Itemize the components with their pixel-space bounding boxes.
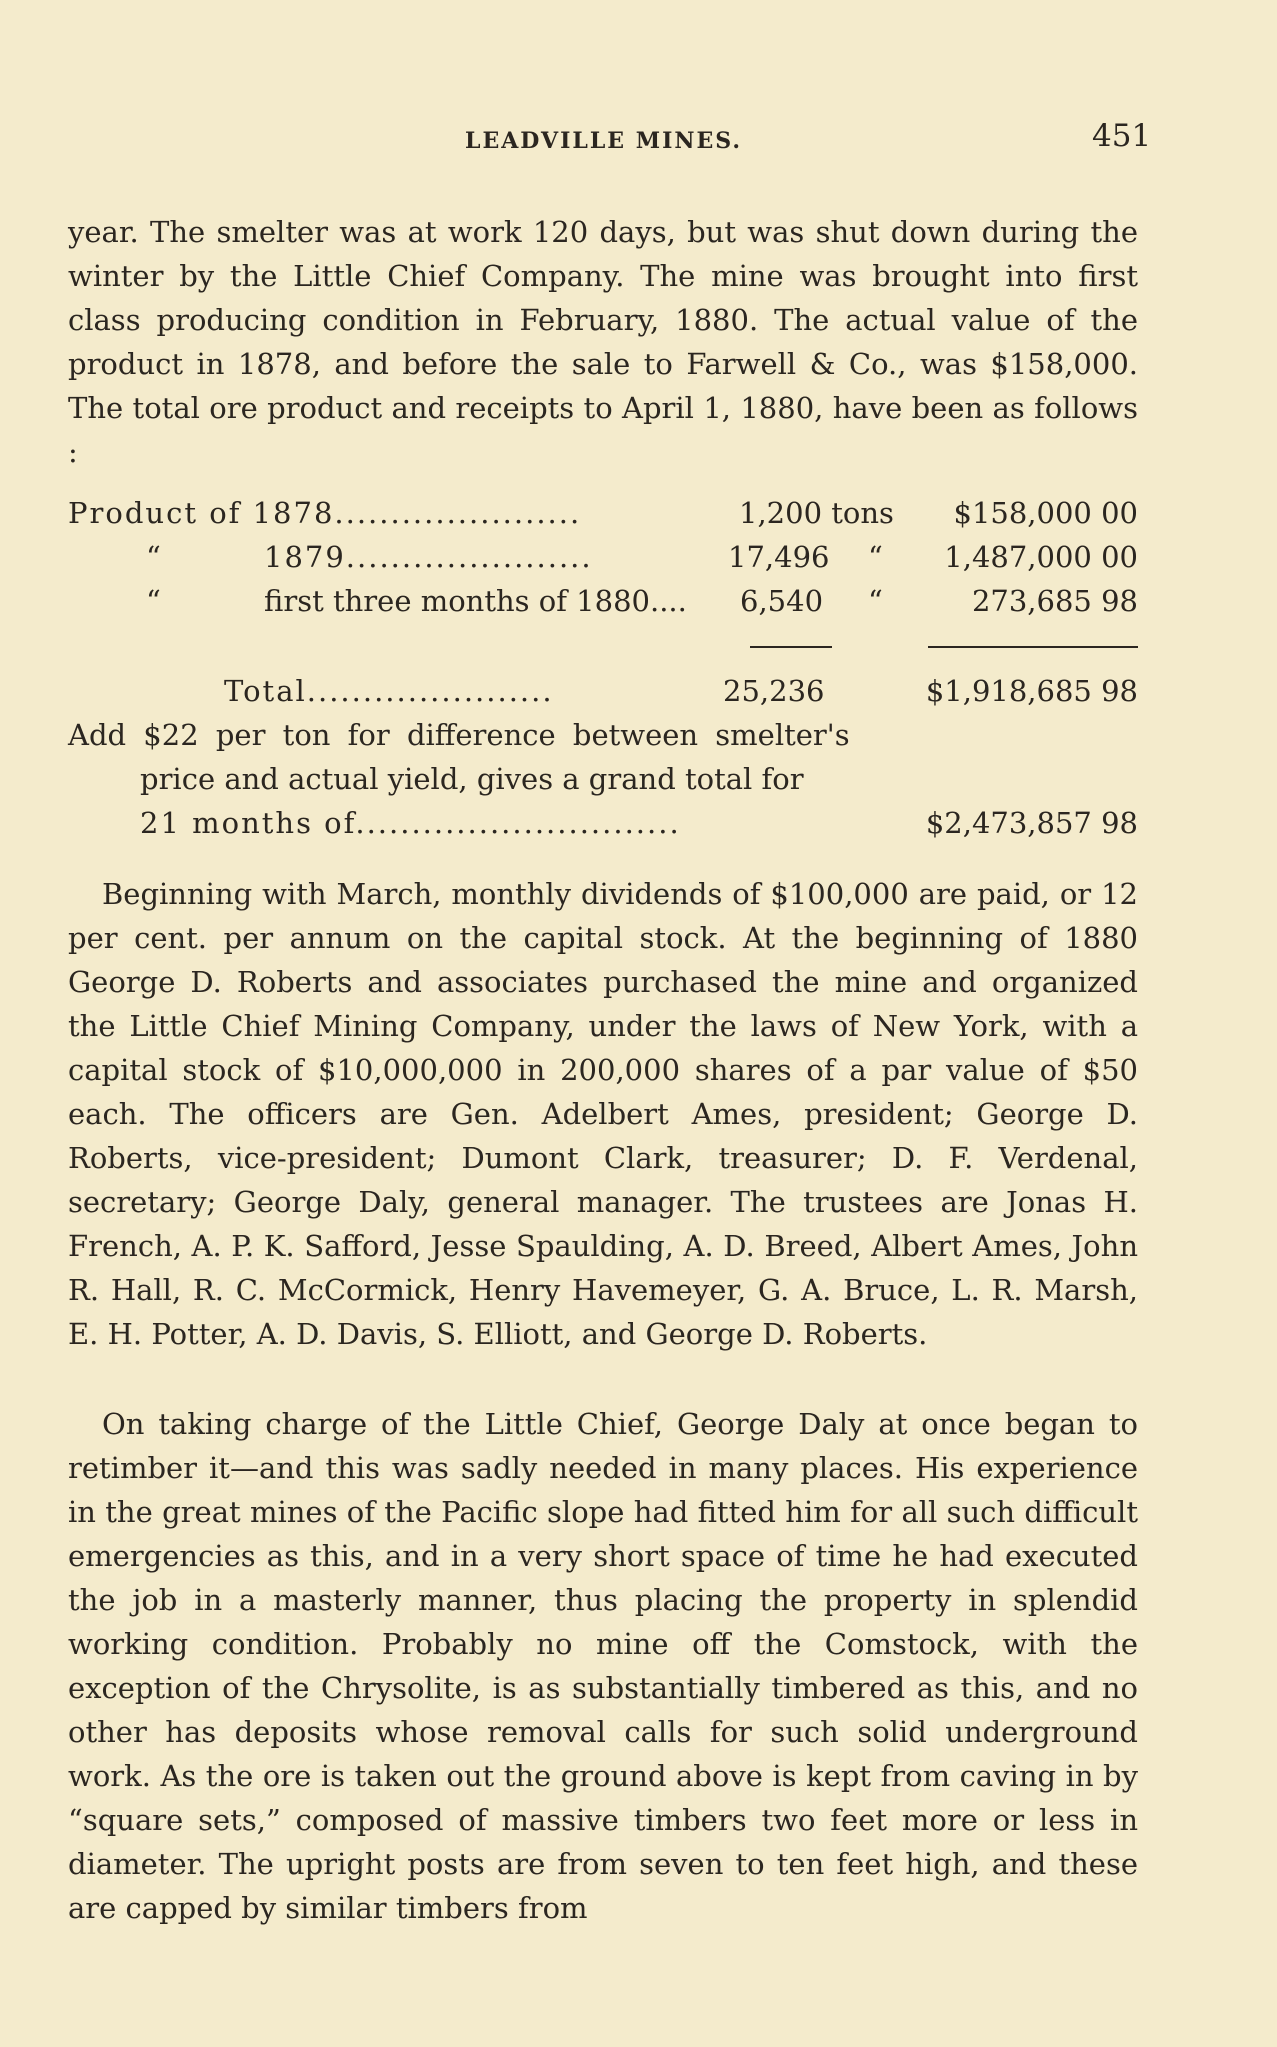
ditto-mark: “ (868, 540, 883, 574)
add-line (68, 762, 1138, 806)
running-title: LEADVILLE MINES. (465, 128, 743, 154)
row-tons: 1,200 tons (739, 496, 894, 530)
add-line (68, 718, 1138, 762)
row-label: 1879...................... (264, 540, 593, 574)
row-value: 1,487,000 00 (944, 540, 1138, 574)
row-tons: 6,540 (740, 584, 824, 618)
add-text-line-3: 21 months of............................. (140, 806, 681, 840)
row-tons: 17,496 (728, 540, 830, 574)
total-row (68, 674, 1138, 718)
table-row (68, 540, 1138, 584)
tons-sum-rule (750, 646, 832, 648)
ditto-mark: “ (868, 584, 883, 618)
grand-total-value: $2,473,857 98 (925, 806, 1138, 840)
paragraph-retimbering: On taking charge of the Little Chief, George Daly at once began to retimber it—and this was sadly needed in many places. His experience in the great mines of the Pacific slope had fitted him for all such difficult emergencies as this, and in a very short space of time he had executed the job in a masterly manner, thus placing the property in splendid working condition. Probably no mine off the Comstock, with the exception of the Chrysolite, is as substantially timbered as this, and no other has deposits whose removal calls for such solid underground work. As the ore is taken out the ground above is kept from caving in by “square sets,” composed of massive timbers two feet more or less in diameter. The upright posts are from seven to ten feet high, and these are capped by similar timbers from (68, 1407, 1138, 1925)
total-value: $1,918,685 98 (925, 674, 1138, 708)
add-text-line-1: Add $22 per ton for difference between smelter's (68, 718, 850, 752)
row-label: first three months of 1880.... (264, 584, 687, 618)
total-tons: 25,236 (723, 674, 825, 708)
add-text-line-2: price and actual yield, gives a grand total for (140, 762, 804, 796)
page-number: 451 (1092, 118, 1152, 154)
table-row (68, 584, 1138, 628)
grand-total-row (68, 806, 1138, 850)
table-row (68, 496, 1138, 540)
ditto-mark: “ (146, 540, 161, 574)
row-value: $158,000 00 (953, 496, 1138, 530)
row-label: Product of 1878...................... (68, 496, 582, 530)
ditto-mark: “ (146, 584, 161, 618)
row-value: 273,685 98 (971, 584, 1138, 618)
paragraph-intro: year. The smelter was at work 120 days, but was shut down during the winter by the Little Chief Company. The mine was brought into first class producing condition in February, 1880. The actual value of the product in 1878, and before the sale to Farwell & Co., was $158,000. The total ore product and receipts to April 1, 1880, have been as follows : (68, 215, 1138, 469)
total-label: Total...................... (224, 674, 554, 708)
paragraph-dividends: Beginning with March, monthly dividends of $100,000 are paid, or 12 per cent. per annum on the capital stock. At the beginning of 1880 George D. Roberts and associates purchased the mine and organized the Little Chief Mining Company, under the laws of New York, with a capital stock of $10,000,000 in 200,000 shares of a par value of $50 each. The officers are Gen. Adelbert Ames, president; George D. Roberts, vice-president; Dumont Clark, treasurer; D. F. Verdenal, secretary; George Daly, general manager. The trustees are Jonas H. French, A. P. K. Safford, Jesse Spaulding, A. D. Breed, Albert Ames, John R. Hall, R. C. McCormick, Henry Havemeyer, G. A. Bruce, L. R. Marsh, E. H. Potter, A. D. Davis, S. Elliott, and George D. Roberts. (68, 877, 1138, 1351)
value-sum-rule (928, 646, 1138, 648)
